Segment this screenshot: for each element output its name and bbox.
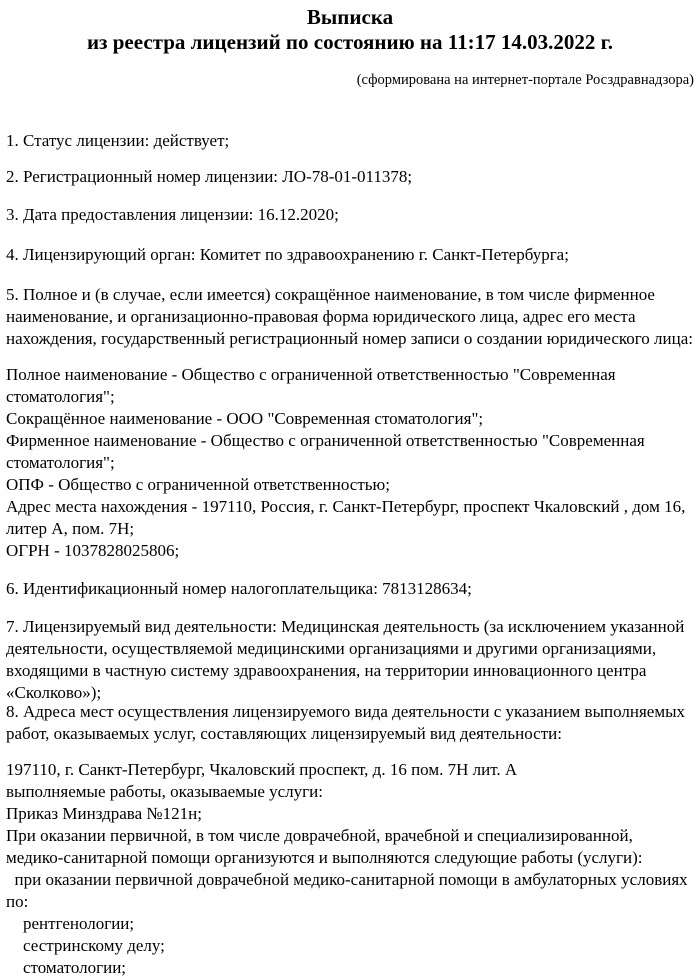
document-line: работ, оказываемых услуг, составляющих лицензируемый вид деятельности:	[6, 724, 562, 743]
document-line: наименование, и организационно-правовая форма юридического лица, адрес его места	[6, 307, 636, 326]
document-line: по:	[6, 892, 29, 911]
document-line: 5. Полное и (в случае, если имеется) сокращённое наименование, в том числе фирменное	[6, 285, 655, 304]
document-line: деятельности, осуществляемой медицинскими организациями и другими организациями,	[6, 639, 657, 658]
document-line: Сокращённое наименование - ООО "Современная стоматология";	[6, 409, 484, 428]
document-line: 8. Адреса мест осуществления лицензируемого вида деятельности с указанием выполняемых	[6, 702, 685, 721]
document-line: Приказ Минздрава №121н;	[6, 804, 202, 823]
document-line: 4. Лицензирующий орган: Комитет по здравоохранению г. Санкт-Петербурга;	[6, 245, 569, 264]
document-line: Адрес места нахождения - 197110, Россия, г. Санкт-Петербург, проспект Чкаловский , дом 16,	[6, 497, 686, 516]
document-line: выполняемые работы, оказываемые услуги:	[6, 782, 323, 801]
document-line: стоматологии;	[6, 958, 127, 977]
document-line: стоматология";	[6, 453, 115, 472]
document-line: ОГРН - 1037828025806;	[6, 541, 180, 560]
document-line: 1. Статус лицензии: действует;	[6, 131, 230, 150]
document-line: Фирменное наименование - Общество с ограниченной ответственностью "Современная	[6, 431, 645, 450]
document-line: При оказании первичной, в том числе доврачебной, врачебной и специализированной,	[6, 826, 633, 845]
document-line: ОПФ - Общество с ограниченной ответственностью;	[6, 475, 390, 494]
document-line: литер А, пом. 7Н;	[6, 519, 135, 538]
document-line: 2. Регистрационный номер лицензии: ЛО-78-01-011378;	[6, 167, 413, 186]
portal-note: (сформирована на интернет-портале Росздравнадзора)	[356, 72, 694, 88]
document-line: сестринскому делу;	[6, 936, 165, 955]
document-line: 197110, г. Санкт-Петербург, Чкаловский проспект, д. 16 пом. 7Н лит. А	[6, 760, 518, 779]
document-line: Полное наименование - Общество с ограниченной ответственностью "Современная	[6, 365, 616, 384]
document-line: 3. Дата предоставления лицензии: 16.12.2020;	[6, 205, 339, 224]
document-line: рентгенологии;	[6, 914, 135, 933]
document-line: нахождения, государственный регистрационный номер записи о создании юридического лица:	[6, 329, 694, 348]
document-line: входящими в частную систему здравоохранения, на территории инновационного центра	[6, 661, 647, 680]
document-line: 7. Лицензируемый вид деятельности: Медицинская деятельность (за исключением указанной	[6, 617, 685, 636]
document-subtitle: из реестра лицензий по состоянию на 11:17 14.03.2022 г.	[86, 30, 614, 54]
document-line: стоматология";	[6, 387, 115, 406]
document-line: медико-санитарной помощи организуются и выполняются следующие работы (услуги):	[6, 848, 643, 867]
document-line: 6. Идентификационный номер налогоплательщика: 7813128634;	[6, 579, 472, 598]
document-line: при оказании первичной доврачебной медико-санитарной помощи в амбулаторных условиях	[6, 870, 688, 889]
document-line: «Сколково»);	[6, 683, 102, 702]
document-title: Выписка	[306, 5, 394, 29]
